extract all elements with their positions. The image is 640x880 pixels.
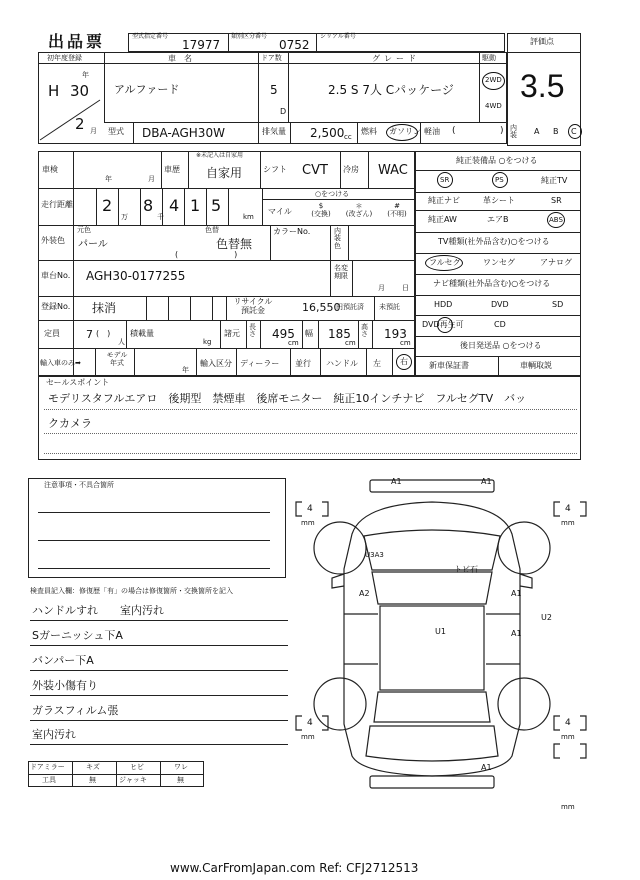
equip-sr: SR [440,176,450,184]
sales-line-2: クカメラ [48,417,92,430]
mark-front-left: U3A3 [365,551,384,559]
class-label: 類別区分番号 [231,33,268,40]
capacity-label: 定員 [44,329,60,338]
recycle-label: リサイクル預託金 [233,297,273,315]
note-line-3: バンパー下A [32,654,94,667]
note-line-6: 室内汚れ [32,728,76,741]
doors-label: ドア数 [261,54,282,62]
mark-right-rear-door: A1 [511,629,522,638]
model: DBA-AGH30W [142,126,225,140]
tread-fl: 4 [307,504,313,514]
interior-c: C [571,127,577,136]
drive-label: 駆動 [482,54,496,62]
mileage-digit-1: 2 [102,196,113,215]
navi-note: ナビ種類(社外品含む)○をつける [433,279,551,288]
notes-label: 注意事項・不具合箇所 [44,481,114,489]
docs-manual: 車輌取説 [520,361,552,370]
equip-abs: ABS [549,216,563,224]
mark-front-bumper-left: A1 [391,477,402,486]
shift-label: シフト [263,165,287,174]
displacement: 2,500 [310,126,345,140]
note-line-2: Sガーニッシュ下A [32,629,123,642]
fuel-label: 燃料 [361,127,377,136]
import-class-label: 輸入区分 [200,359,232,368]
int-color-label: 内装色 [334,227,341,250]
grade-label: グレード [372,54,420,63]
handle-label: ハンドル [326,359,358,368]
tv-fullseg: フルセグ [429,258,461,267]
equip-sunroof: SR [551,196,562,205]
length: 495 [272,327,295,341]
import-label: 輸入車のみ➡ [40,359,81,367]
sales-line-1: モデリスタフルエアロ 後期型 禁煙車 後席モニター 純正10インチナビ フルセグTV バッ [48,392,527,405]
chassis-label: 車台No. [41,271,71,280]
recycle-amount: 16,550 [302,301,341,314]
jack-value: 無 [177,776,184,784]
footer-ref: www.CarFromJapan.com Ref: CFJ2712513 [170,861,419,875]
displacement-label: 排気量 [262,127,286,136]
note-line-1: ハンドルすれ 室内汚れ [32,604,164,617]
mark-front-bumper-right: A1 [481,477,492,486]
mileage-digit-3: 4 [169,196,180,215]
drive-4wd: 4WD [485,102,502,110]
doors: 5 [270,83,278,97]
docs-note: 後日発送品 ○をつける [460,341,542,350]
navi-dvd-play: DVD再生可 [422,320,464,329]
first-reg-label: 初年度登録 [47,54,82,62]
ac-label: 冷房 [343,165,359,174]
equip-ps: PS [495,176,504,184]
dealer-option: ディーラー [240,359,280,368]
era: H [48,82,60,100]
reg-month: 2 [75,115,85,133]
car-name: アルファード [114,83,180,96]
note-line-5: ガラスフィルム張 [32,704,119,717]
note-line-4: 外装小傷有り [32,679,98,692]
usage-label: 車歴 [164,165,180,174]
tread-rr: 4 [565,718,571,728]
equip-leather: 革シート [483,196,515,205]
meter-opt-tampered: ＊ (改ざん) [345,202,373,219]
mark-left-door: A2 [359,589,370,598]
door-type: D [280,107,287,116]
model-label: 型式 [108,127,124,136]
interior-a: A [534,127,540,136]
name-label: 車 名 [168,54,192,63]
inspector-note: 検査員記入欄：修復歴「有」の場合は修復箇所・交換箇所を記入 [30,587,233,595]
navi-hdd: HDD [434,300,453,309]
navi-sd: SD [552,300,564,309]
mark-roof: U1 [435,627,446,636]
equip-tv: 純正TV [541,176,568,185]
handle-left: 左 [373,359,381,368]
reg-year: 30 [70,82,90,100]
equip-airbag: エアB [487,215,509,224]
navi-cd: CD [494,320,506,329]
meter-opt-unknown: # (不明) [387,202,407,219]
tv-oneseg: ワンセグ [483,258,515,267]
interior-label: 内装 [510,124,517,139]
grade: 2.5 S 7人 Cパッケージ [328,83,454,97]
dims-label: 諸元 [224,329,240,338]
type-approval-label: 型式指定番号 [132,33,169,40]
serial-label: シリアル番号 [320,33,356,40]
car-damage-diagram [292,474,592,824]
tools-label: 工具 [42,776,56,784]
equip-aw: 純正AW [428,215,457,224]
meter-label: マイル [268,207,292,216]
load-label: 積載量 [130,329,154,338]
type-approval-no: 17977 [182,38,221,52]
name-change-label: 名変期限 [334,264,348,280]
meter-note: ○をつける [315,190,350,198]
capacity: 7 [86,328,93,341]
tv-note: TV種類(社外品含む)○をつける [438,237,550,246]
sales-point-box [38,376,581,460]
ac: WAC [378,163,408,178]
exterior-color: パール [78,239,108,250]
drive-2wd: 2WD [485,76,502,84]
mark-right-side: U2 [541,613,552,622]
tread-rl: 4 [307,718,313,728]
mark-windshield: トビ石 [454,565,478,574]
mileage-label: 走行距離 [41,200,73,209]
equip-navi: 純正ナビ [428,196,460,205]
interior-b: B [553,127,559,136]
fuel: ガソリン [389,127,421,136]
handle-right: 右 [400,357,408,366]
tools-value: 無 [89,776,96,784]
mark-right-door: A1 [511,589,522,598]
usage-note: ※未記入は自家用 [196,152,244,159]
model-year-label: モデル年式 [106,351,128,368]
color-label: 外装色 [41,236,65,245]
sheet-title: 出品票 [48,32,106,51]
color-no-label: カラーNo. [273,227,311,236]
tread-fr: 4 [565,504,571,514]
score-label: 評価点 [530,37,554,46]
parallel-option: 並行 [295,359,311,368]
usage: 自家用 [206,166,243,180]
chassis-no: AGH30-0177255 [86,269,186,283]
shaken-label: 車検 [42,165,58,174]
sales-label: セールスポイント [46,378,110,387]
mileage-digit-2: 8 [143,196,154,215]
evaluation-score: 3.5 [520,68,565,104]
notes-box [28,478,286,578]
tv-analog: アナログ [540,258,572,267]
diesel-label: 軽油 [424,127,440,136]
equip-note: 純正装備品 ○をつける [456,156,538,165]
recycle-none: 未預託 [379,303,400,311]
class-no: 0752 [279,38,310,52]
width: 185 [328,327,351,341]
reg-label: 登録No. [41,302,71,311]
shift: CVT [302,163,328,178]
navi-dvd: DVD [491,300,509,309]
reg-no: 抹消 [92,301,117,315]
mileage-digit-5: 5 [211,196,222,215]
jack-label: ジャッキ [119,776,147,784]
paint-status: 色替無 [216,237,253,251]
meter-opt-exchange: $ (交換) [311,202,331,219]
height: 193 [384,327,407,341]
docs-warranty: 新車保証書 [429,361,469,370]
mark-rear-bumper: A1 [481,763,492,772]
mileage-digit-4: 1 [190,196,201,215]
